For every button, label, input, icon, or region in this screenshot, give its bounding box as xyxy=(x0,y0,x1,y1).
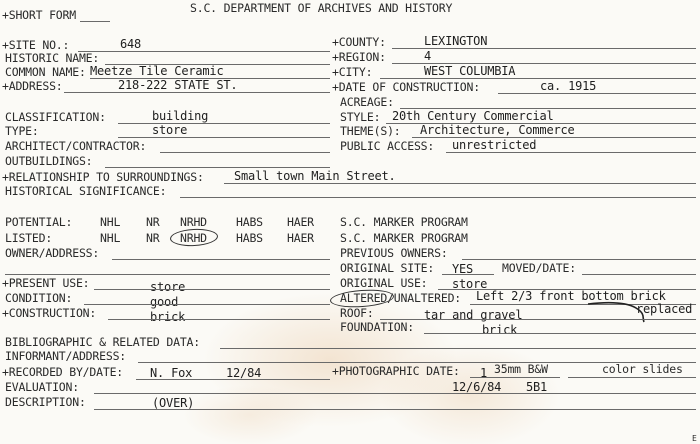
description-value: (OVER) xyxy=(152,396,195,410)
public-access-value: unrestricted xyxy=(452,138,537,152)
county-value: LEXINGTON xyxy=(424,34,488,48)
condition-line xyxy=(84,304,330,305)
roof-line xyxy=(380,319,696,320)
roof-value: tar and gravel xyxy=(424,308,523,322)
outbuildings-line xyxy=(105,167,330,168)
photo-count: 1 xyxy=(480,366,488,380)
photo-ref: 5B1 xyxy=(526,380,548,394)
public-access-label: PUBLIC ACCESS: xyxy=(340,139,435,153)
potential-label: POTENTIAL: xyxy=(5,215,73,229)
photo-date: 12/6/84 xyxy=(452,380,502,394)
address-label: +ADDRESS: xyxy=(2,79,63,93)
architect-line xyxy=(160,152,330,153)
present-use-label: +PRESENT USE: xyxy=(2,276,90,290)
listed-nr: NR xyxy=(146,231,160,245)
photo-type-line xyxy=(470,377,560,378)
altered-note: replaced xyxy=(636,302,693,316)
listed-haer: HAER xyxy=(287,231,314,245)
owner-address-label: OWNER/ADDRESS: xyxy=(5,246,100,260)
city-label: +CITY: xyxy=(332,65,373,79)
owner-address-line-2 xyxy=(5,274,330,275)
margin-mark: E xyxy=(692,434,697,443)
site-no-line xyxy=(78,51,330,52)
previous-owners-label: PREVIOUS OWNERS: xyxy=(340,246,448,260)
color-slides-line xyxy=(568,377,696,378)
style-value: 20th Century Commercial xyxy=(392,109,554,123)
previous-owners-line xyxy=(462,259,696,260)
common-name-value: Meetze Tile Ceramic xyxy=(90,64,224,78)
themes-value: Architecture, Commerce xyxy=(420,123,575,137)
present-use-value: store xyxy=(150,280,186,294)
altered-value: Left 2/3 front bottom brick xyxy=(476,289,666,303)
condition-value: good xyxy=(150,295,179,309)
listed-marker-program-label: S.C. MARKER PROGRAM xyxy=(340,231,468,245)
historical-significance-line xyxy=(180,197,696,198)
date-line xyxy=(498,93,696,94)
moved-date-line xyxy=(582,274,696,275)
original-site-line xyxy=(442,274,494,275)
city-value: WEST COLUMBIA xyxy=(424,64,516,78)
relationship-label: +RELATIONSHIP TO SURROUNDINGS: xyxy=(2,170,204,184)
themes-label: THEME(S): xyxy=(340,124,401,138)
listed-habs: HABS xyxy=(236,231,263,245)
marker-program-label: S.C. MARKER PROGRAM xyxy=(340,215,468,229)
recorded-by-line xyxy=(136,379,330,380)
classification-label: CLASSIFICATION: xyxy=(5,110,106,124)
listed-nrhd-circle xyxy=(170,228,219,247)
informant-label: INFORMANT/ADDRESS: xyxy=(5,349,127,363)
recorded-date: 12/84 xyxy=(226,366,262,380)
potential-haer: HAER xyxy=(287,215,314,229)
altered-label: ALTERED/UNALTERED: xyxy=(340,291,462,305)
owner-address-line xyxy=(112,259,330,260)
architect-label: ARCHITECT/CONTRACTOR: xyxy=(5,139,147,153)
construction-line xyxy=(108,319,330,320)
type-label: TYPE: xyxy=(5,124,39,138)
original-use-label: ORIGINAL USE: xyxy=(340,276,428,290)
photographic-date-label: +PHOTOGRAPHIC DATE: xyxy=(332,364,460,378)
form-type-underline xyxy=(80,21,110,22)
city-line xyxy=(380,78,696,79)
potential-nrhd: NRHD xyxy=(180,215,207,229)
description-label: DESCRIPTION: xyxy=(5,395,86,409)
historical-significance-label: HISTORICAL SIGNIFICANCE: xyxy=(5,184,167,198)
acreage-label: ACREAGE: xyxy=(340,95,394,109)
roof-label: ROOF: xyxy=(340,306,374,320)
foundation-label: FOUNDATION: xyxy=(340,320,414,334)
county-label: +COUNTY: xyxy=(332,35,386,49)
site-no-value: 648 xyxy=(120,37,142,51)
foundation-line xyxy=(424,333,696,334)
potential-habs: HABS xyxy=(236,215,263,229)
evaluation-label: EVALUATION: xyxy=(5,380,79,394)
outbuildings-label: OUTBUILDINGS: xyxy=(5,154,93,168)
listed-label: LISTED: xyxy=(5,231,53,245)
photo-type: 35mm B&W xyxy=(494,362,548,376)
form-title: S.C. DEPARTMENT OF ARCHIVES AND HISTORY xyxy=(190,1,453,15)
style-label: STYLE: xyxy=(340,110,381,124)
public-access-line xyxy=(446,152,696,153)
recorded-by-label: +RECORDED BY/DATE: xyxy=(2,365,124,379)
moved-date-label: MOVED/DATE: xyxy=(502,261,576,275)
relationship-value: Small town Main Street. xyxy=(234,169,396,183)
description-line xyxy=(94,409,696,410)
original-use-value: store xyxy=(452,277,488,291)
site-no-label: +SITE NO.: xyxy=(2,38,70,52)
recorded-name: N. Fox xyxy=(150,366,193,380)
bibliographic-line xyxy=(220,348,696,349)
relationship-line xyxy=(224,183,696,184)
original-site-label: ORIGINAL SITE: xyxy=(340,261,435,275)
listed-nrhd: NRHD xyxy=(180,231,207,245)
address-value: 218-222 STATE ST. xyxy=(118,78,238,92)
potential-nr: NR xyxy=(146,215,160,229)
color-slides-label: color slides xyxy=(602,362,683,376)
bibliographic-label: BIBLIOGRAPHIC & RELATED DATA: xyxy=(5,335,200,349)
present-use-line xyxy=(94,289,330,290)
address-line xyxy=(64,92,330,93)
classification-value: building xyxy=(152,109,209,123)
construction-value: brick xyxy=(150,310,186,324)
date-value: ca. 1915 xyxy=(540,79,597,93)
form-type-label: +SHORT FORM xyxy=(2,8,76,22)
historic-name-label: HISTORIC NAME: xyxy=(5,51,100,65)
evaluation-line xyxy=(94,393,696,394)
classification-line xyxy=(118,123,330,124)
listed-nhl: NHL xyxy=(100,231,121,245)
date-label: +DATE OF CONSTRUCTION: xyxy=(332,80,480,94)
region-value: 4 xyxy=(424,49,432,63)
type-value: store xyxy=(152,123,188,137)
region-label: +REGION: xyxy=(332,50,386,64)
county-line xyxy=(392,48,696,49)
potential-nhl: NHL xyxy=(100,215,121,229)
common-name-label: COMMON NAME: xyxy=(5,65,86,79)
type-line xyxy=(118,137,330,138)
original-site-value: YES xyxy=(452,262,474,276)
foundation-value: brick xyxy=(482,323,518,337)
condition-label: CONDITION: xyxy=(5,291,73,305)
construction-label: +CONSTRUCTION: xyxy=(2,306,97,320)
